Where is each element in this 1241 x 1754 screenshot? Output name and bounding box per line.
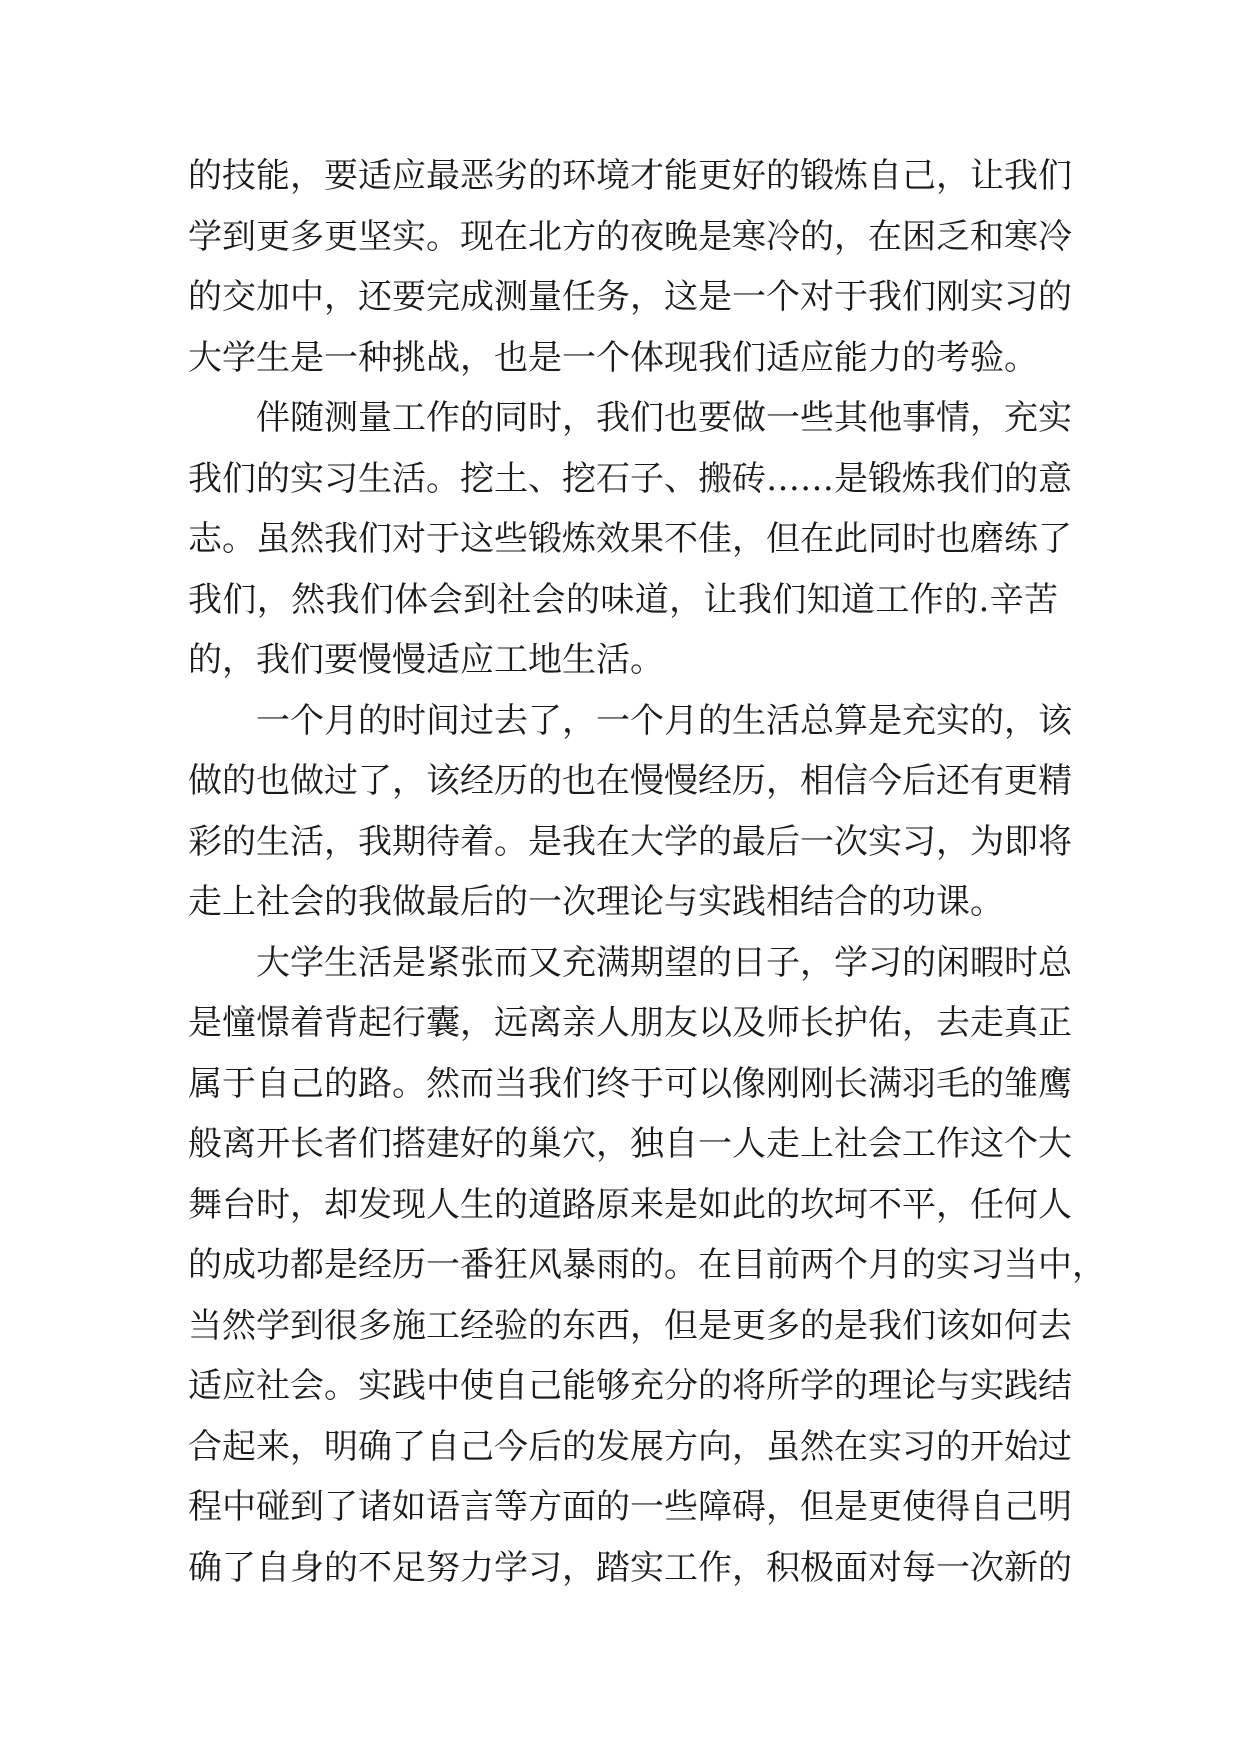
text-line: 般离开长者们搭建好的巢穴，独自一人走上社会工作这个大 (188, 1124, 1072, 1164)
text-line: 舞台时，却发现人生的道路原来是如此的坎坷不平，任何人 (188, 1184, 1072, 1225)
text-line: 的成功都是经历一番狂风暴雨的。在目前两个月的实习当中， (188, 1245, 1106, 1285)
text-line: 当然学到很多施工经验的东西，但是更多的是我们该如何去 (188, 1305, 1072, 1346)
text-line: 大学生活是紧张而又充满期望的日子，学习的闲暇时总 (256, 942, 1072, 983)
text-line: 合起来，明确了自己今后的发展方向，虽然在实习的开始过 (188, 1426, 1072, 1467)
text-line: 我们，然我们体会到社会的味道，让我们知道工作的.辛苦 (188, 579, 1058, 620)
text-line: 确了自身的不足努力学习，踏实工作，积极面对每一次新的 (188, 1547, 1072, 1588)
text-line: 属于自己的路。然而当我们终于可以像刚刚长满羽毛的雏鹰 (188, 1063, 1072, 1104)
text-line: 程中碰到了诸如语言等方面的一些障碍，但是更使得自己明 (188, 1487, 1072, 1527)
text-line: 学到更多更坚实。现在北方的夜晚是寒冷的，在困乏和寒冷 (188, 216, 1072, 257)
text-line: 的交加中，还要完成测量任务，这是一个对于我们刚实习的 (188, 277, 1072, 317)
text-line: 我们的实习生活。挖土、挖石子、搬砖……是锻炼我们的意 (188, 458, 1072, 499)
text-line: 一个月的时间过去了，一个月的生活总算是充实的，该 (256, 700, 1072, 741)
text-line: 走上社会的我做最后的一次理论与实践相结合的功课。 (188, 882, 1004, 922)
text-line: 做的也做过了，该经历的也在慢慢经历，相信今后还有更精 (188, 761, 1072, 801)
text-line: 志。虽然我们对于这些锻炼效果不佳，但在此同时也磨练了 (188, 519, 1072, 559)
text-line: 的技能，要适应最恶劣的环境才能更好的锻炼自己，让我们 (188, 156, 1072, 196)
text-line: 彩的生活，我期待着。是我在大学的最后一次实习，为即将 (188, 821, 1072, 862)
text-line: 适应社会。实践中使自己能够充分的将所学的理论与实践结 (188, 1366, 1072, 1406)
text-line: 是憧憬着背起行囊，远离亲人朋友以及师长护佑，去走真正 (188, 1003, 1072, 1043)
body-text (188, 146, 1106, 1598)
text-line: 大学生是一种挑战，也是一个体现我们适应能力的考验。 (188, 337, 1038, 378)
text-line: 的，我们要慢慢适应工地生活。 (188, 640, 664, 680)
text-line: 伴随测量工作的同时，我们也要做一些其他事情，充实 (256, 398, 1072, 438)
